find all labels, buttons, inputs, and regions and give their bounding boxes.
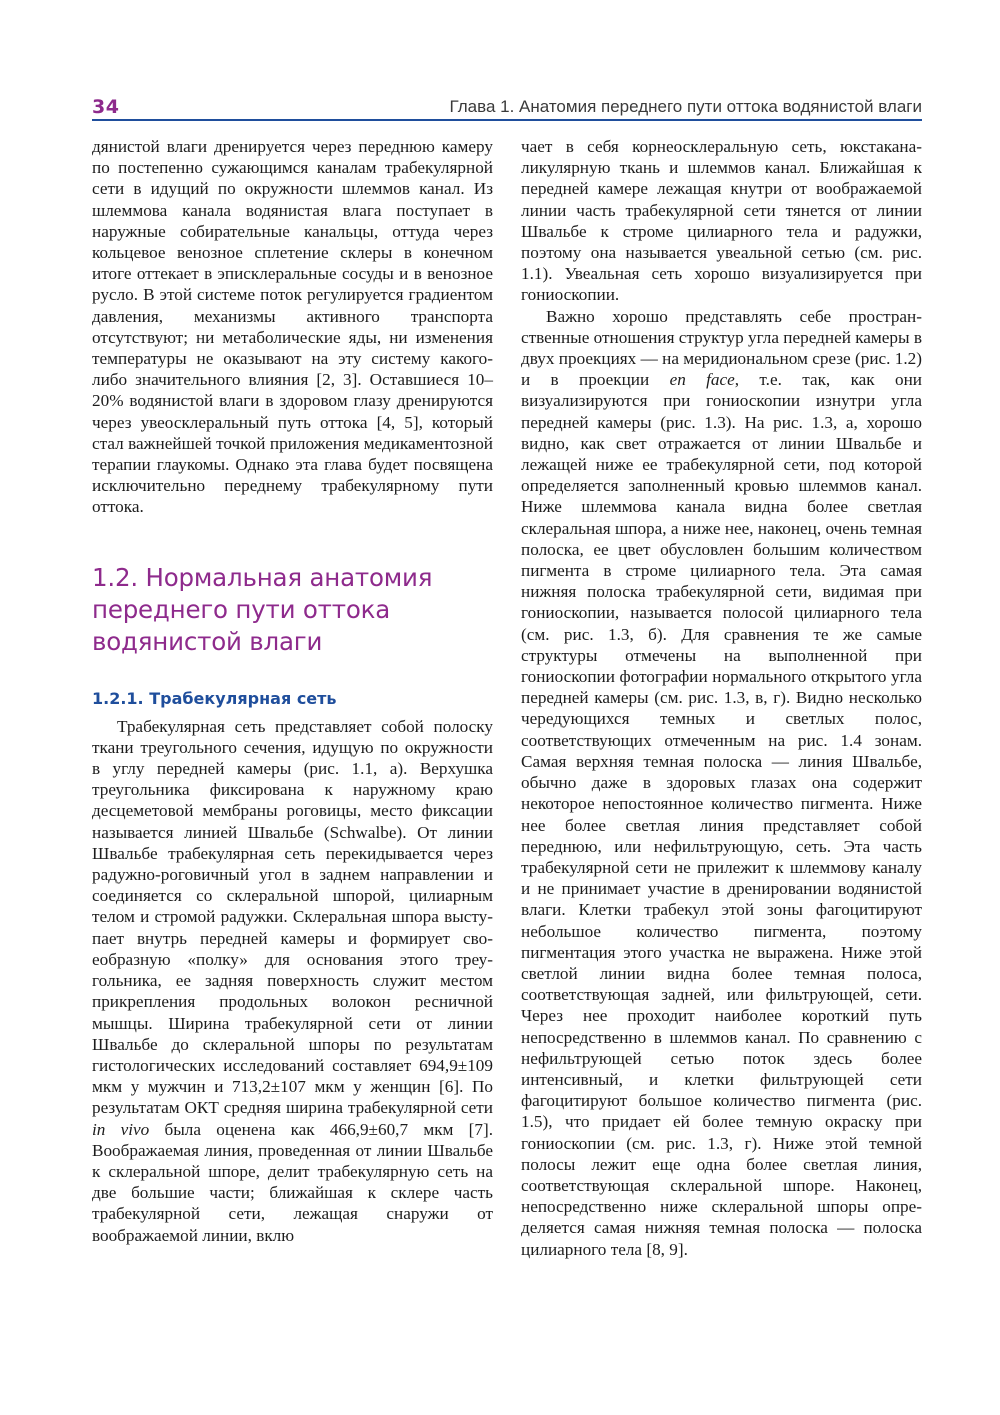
italic-term: en face <box>669 370 735 390</box>
text-run: была оценена как 466,9±60,7 мкм [7]. Воображаемая линия, проведенная от линии Швальбе к склеральной шпоре, делит трабекулярную сеть на две большие части; ближайшая к склере часть трабекулярной сети, лежащая снаружи от воображаемой линии, вклю <box>92 1119 494 1245</box>
italic-term: in vivo <box>92 1119 150 1139</box>
text-run: , т.е. так, как они визуализируются при гониоскопии изнутри угла передней камеры (рис. 1.3). На рис. 1.3, а, хорошо видно, как свет отражается от линии Швальбе и лежащей ниже ее трабекулярной сети, под которой определяется заполненный кровью шлеммов канал. Ниже шлеммова канала видна более светлая склеральная шпора, а ниже нее, наконец, очень темная полоска, ее цвет обусловлен большим количеством пигмента в строме цилиарного тела. Эта самая нижняя полоска трабекулярной сети, видимая при гониоскопии, называется полосой цилиарного тела (см. рис. 1.3, б). Для сравнения те же самые структуры отмечены на выполненной при гониоскопии фотографии нормального открытого угла передней камеры (см. рис. 1.3, в, г). Видно несколько чередующихся темных и светлых полос, соответствующих отмеченным на рис. 1.4 зонам. Самая верхняя темная полоска — линия Швальбе, обычно даже в здоровых глазах она содержит некоторое непостоянное количество пигмента. Ниже нее более светлая линия представляет собой переднюю, или нефильтрующую, сеть. Эта часть трабекулярной сети не прилежит к шлеммову каналу и не принимает участие в дренировании водянистой влаги. Клетки трабекул этой зоны фагоцитируют небольшое количество пигмента, поэтому пигментация этого участка не выражена. Ниже этой светлой линии видна более темная полоса, соответствующая задней, или фильтрующей, сети. Через нее проходит наиболее короткий путь непосредственно в шлеммов канал. По сравнению с нефильтрующей сетью поток здесь более интенсивный, и клетки фильтрующей сети фагоцитируют большое количество пигмента (рис. 1.5), что придает ей более темную окраску при гониоскопии (см. рис. 1.3, г). Ниже этой темной полосы лежит еще одна более светлая линия, соответствующая склеральной шпоре. Наконец, непосредственно ниже склеральной шпоры определяется самая нижняя темная полоска — полоска цилиарного тела [8, 9]. <box>521 370 923 1259</box>
left-column <box>92 136 493 1246</box>
running-head <box>92 88 922 118</box>
text-run: Важно хорошо представлять себе пространственные отношения структур угла передней камеры в двух проекциях — на меридиональном срезе (рис. 1.2) и в проекции <box>521 306 922 390</box>
paragraph-trabecular-meshwork <box>92 716 493 1246</box>
chapter-title: Глава 1. Анатомия переднего пути оттока водянистой влаги <box>449 97 922 116</box>
paragraph-continuation: чает в себя корнеосклеральную сеть, юкстаканаликулярную ткань и шлеммов канал. Ближайшая к передней камере лежащая кнутри от воображаемой линии часть трабекулярной сети тянется от линии Швальбе к строме цилиарного тела и радужки, поэтому она называется увеальной сетью (см. рис. 1.1). Увеальная сеть хорошо визуализируется при гониоскопии. <box>521 137 922 305</box>
right-column <box>521 136 922 1260</box>
header-rule <box>92 119 922 121</box>
text-run: Трабекулярная сеть представляет собой полоску ткани треугольного сечения, идущую по окружности в углу передней камеры (рис. 1.1, а). Верхушка треугольника фиксирована к наружному краю десцеметовой мембраны роговицы, место фиксации называется линией Швальбе (Schwalbe). От линии Швальбе трабекулярная сеть перекидывается через радужно-роговичный угол в заднем направлении и соединяется со склеральной шпорой, цилиарным телом и стромой радужки. Склеральная шпора выступает внутрь передней камеры и формирует своеобразную «полку» для основания этого треугольника, ее задняя поверхность служит местом прикрепления продольных волокон ресничной мышцы. Ширина трабекулярной сети от линии Швальбе до склеральной шпоры по результатам гистологических исследований составляет 694,9±109 мкм у мужчин и 713,2±107 мкм у женщин [6]. По результатам ОКТ средняя ширина трабекулярной сети <box>92 716 493 1118</box>
section-heading: 1.2. Нормальная анатомия переднего пути оттока водянистой влаги <box>92 562 433 656</box>
paragraph-gonioscopy <box>521 306 922 1260</box>
paragraph-continuation: дянистой влаги дренируется через переднюю камеру по постепенно сужающимся каналам трабекулярной сети в идущий по окружности шлеммов канал. Из шлеммова канала водянистая влага поступает в наружные собирательные канальцы, оттуда через кольцевое венозное сплетение склеры в конечном итоге оттекает в эписклеральные сосуды и в венозное русло. В этой системе поток регулируется градиентом давления, механизмы активного транспорта отсутствуют; ни метаболические яды, ни изменения температуры не оказывают на эту систему какого-либо значительного влияния [2, 3]. Оставшиеся 10–20% водянистой влаги в здоровом глазу дренируются через увеосклеральный путь оттока [4, 5], который стал важнейшей точкой приложения медикаментозной терапии глаукомы. Однако эта глава будет посвящена исключительно переднему трабекулярному пути оттока. <box>92 137 493 517</box>
page-number: 34 <box>92 96 120 118</box>
subsection-heading: 1.2.1. Трабекулярная сеть <box>92 688 337 708</box>
